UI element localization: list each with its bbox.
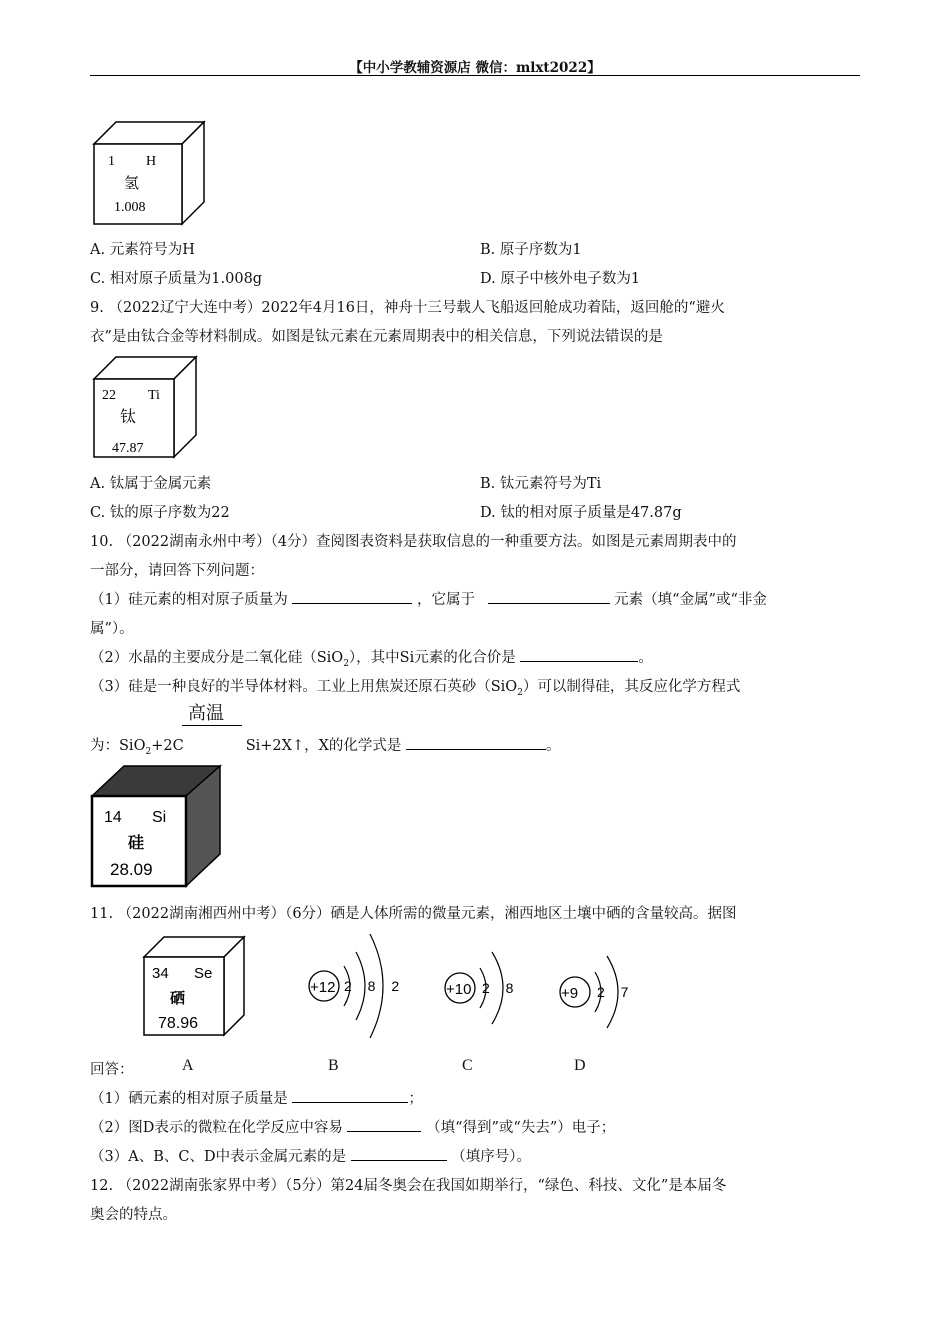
page-header: 【中小学教辅资源店 微信：mlxt2022】 — [349, 60, 601, 76]
q10-part1-text-c: 元素（填“金属”或“非金 — [614, 592, 767, 608]
q10-part2-sub: 2 — [343, 658, 349, 669]
si-symbol: Si — [152, 809, 167, 826]
se-number: 34 — [152, 965, 169, 982]
q10-part1-cont: 属”）。 — [90, 621, 134, 637]
q10-answer-blank-3[interactable] — [520, 647, 638, 662]
q12-stem-line2: 奥会的特点。 — [90, 1207, 177, 1223]
q9-option-a: A. 钛属于金属元素 — [90, 476, 212, 492]
q10-stem-line2: 一部分，请回答下列问题： — [90, 563, 264, 579]
q10-eq-sub: 2 — [145, 746, 152, 757]
q11-part1 — [90, 1087, 423, 1108]
ti-name: 钛 — [120, 407, 137, 426]
h-mass: 1.008 — [114, 200, 146, 215]
q10-part1-text-a: （1）硅元素的相对原子质量为 — [90, 592, 288, 608]
atom-b-nucleus: +12 — [310, 979, 336, 996]
q11-stem-line1: 11. （2022湖南湘西州中考）（6分）硒是人体所需的微量元素，湘西地区土壤中硒的含量较高。据图 — [90, 906, 737, 922]
q10-part2-text-b: ），其中Si元素的化合价是 — [348, 650, 516, 666]
diagram-label-a: A — [182, 1057, 194, 1074]
q10-eq-text-d: 。 — [546, 738, 561, 754]
q8-option-d: D. 原子中核外电子数为1 — [480, 271, 641, 287]
se-mass: 78.96 — [158, 1015, 199, 1032]
q10-part1-text-b: ，它属于 — [416, 592, 475, 608]
selenium-element-card — [140, 933, 248, 1038]
ti-symbol: Ti — [148, 388, 160, 403]
diagram-label-b: B — [328, 1057, 339, 1074]
atom-diagram-b — [300, 928, 410, 1046]
q9-option-c: C. 钛的原子序数为22 — [90, 505, 230, 521]
q11-part2-text-b: （填“得到”或“失去”）电子； — [426, 1120, 616, 1136]
atom-c-nucleus: +10 — [446, 981, 472, 998]
q10-equation — [90, 734, 561, 757]
q11-part1-text-a: （1）硒元素的相对原子质量是 — [90, 1091, 288, 1107]
q11-part3-text-a: （3）A、B、C、D中表示金属元素的是 — [90, 1149, 347, 1165]
q10-stem-line1: 10. （2022湖南永州中考）（4分）查阅图表资料是获取信息的一种重要方法。如图是元素周期表中的 — [90, 534, 737, 550]
ti-mass: 47.87 — [112, 441, 144, 456]
atom-diagram-c — [438, 942, 528, 1034]
atom-b-shells: 2 8 2 — [344, 978, 406, 994]
q10-answer-blank-1[interactable] — [292, 589, 412, 604]
q9-option-d: D. 钛的相对原子质量是47.87g — [480, 505, 682, 521]
q10-part2-text-a: （2）水晶的主要成分是二氧化硅（SiO — [90, 650, 344, 666]
reaction-arrow-line — [182, 725, 242, 726]
q10-part3-text-a: （3）硅是一种良好的半导体材料。工业上用焦炭还原石英砂（SiO — [90, 679, 518, 695]
q8-option-b: B. 原子序数为1 — [480, 242, 582, 258]
q10-part3 — [90, 675, 740, 698]
atom-d-shells: 2 7 — [597, 984, 635, 1000]
q10-part2-text-c: 。 — [638, 650, 653, 666]
q11-part3-text-b: （填序号）。 — [451, 1149, 532, 1165]
q11-part2-text-a: （2）图D表示的微粒在化学反应中容易 — [90, 1120, 343, 1136]
se-name: 硒 — [170, 989, 186, 1007]
q11-answer-blank-3[interactable] — [351, 1146, 447, 1161]
titanium-element-card — [90, 353, 202, 461]
si-mass: 28.09 — [110, 860, 153, 879]
diagram-label-d: D — [574, 1057, 586, 1074]
q10-answer-blank-4[interactable] — [406, 735, 546, 750]
h-symbol: H — [146, 154, 157, 169]
q10-eq-text-a: 为：SiO — [90, 738, 146, 754]
q11-part3 — [90, 1145, 531, 1166]
q11-part2 — [90, 1116, 615, 1137]
h-name: 氢 — [124, 174, 140, 192]
header-divider — [90, 75, 860, 76]
q9-stem-line2: 衣”是由钛合金等材料制成。如图是钛元素在元素周期表中的相关信息，下列说法错误的是 — [90, 329, 663, 345]
q11-answer-prefix: 回答： — [90, 1062, 134, 1078]
q11-part1-text-b: ； — [408, 1091, 423, 1107]
si-name: 硅 — [128, 833, 145, 852]
q12-stem-line1: 12. （2022湖南张家界中考）（5分）第24届冬奥会在我国如期举行，“绿色、科技、文化”是本届冬 — [90, 1178, 727, 1194]
q11-answer-blank-2[interactable] — [347, 1117, 421, 1132]
h-number: 1 — [108, 154, 115, 169]
ti-number: 22 — [102, 388, 116, 403]
atom-c-shells: 2 8 — [482, 980, 520, 996]
q10-part3-sub: 2 — [517, 687, 523, 698]
q11-answer-blank-1[interactable] — [292, 1088, 408, 1103]
atom-d-nucleus: +9 — [561, 985, 579, 1002]
atom-diagram-d — [555, 944, 645, 1036]
se-symbol: Se — [194, 965, 213, 982]
q10-eq-text-c: Si+2X↑，X的化学式是 — [245, 738, 402, 754]
q9-option-b: B. 钛元素符号为Ti — [480, 476, 602, 492]
diagram-label-c: C — [462, 1057, 473, 1074]
q10-part2 — [90, 646, 653, 669]
q10-answer-blank-2[interactable] — [488, 589, 610, 604]
si-number: 14 — [104, 809, 122, 826]
q9-stem-line1: 9. （2022辽宁大连中考）2022年4月16日，神舟十三号载人飞船返回舱成功着陆，返回舱的“避火 — [90, 300, 725, 316]
q10-part3-text-b: ）可以制得硅，其反应化学方程式 — [522, 679, 741, 695]
q8-option-a: A. 元素符号为H — [90, 242, 195, 258]
hydrogen-element-card — [90, 118, 210, 228]
reaction-condition: 高温 — [188, 703, 224, 724]
silicon-element-card — [88, 762, 224, 890]
q10-part1 — [90, 588, 767, 609]
q10-eq-text-b: +2C — [151, 738, 184, 754]
q8-option-c: C. 相对原子质量为1.008g — [90, 271, 263, 287]
